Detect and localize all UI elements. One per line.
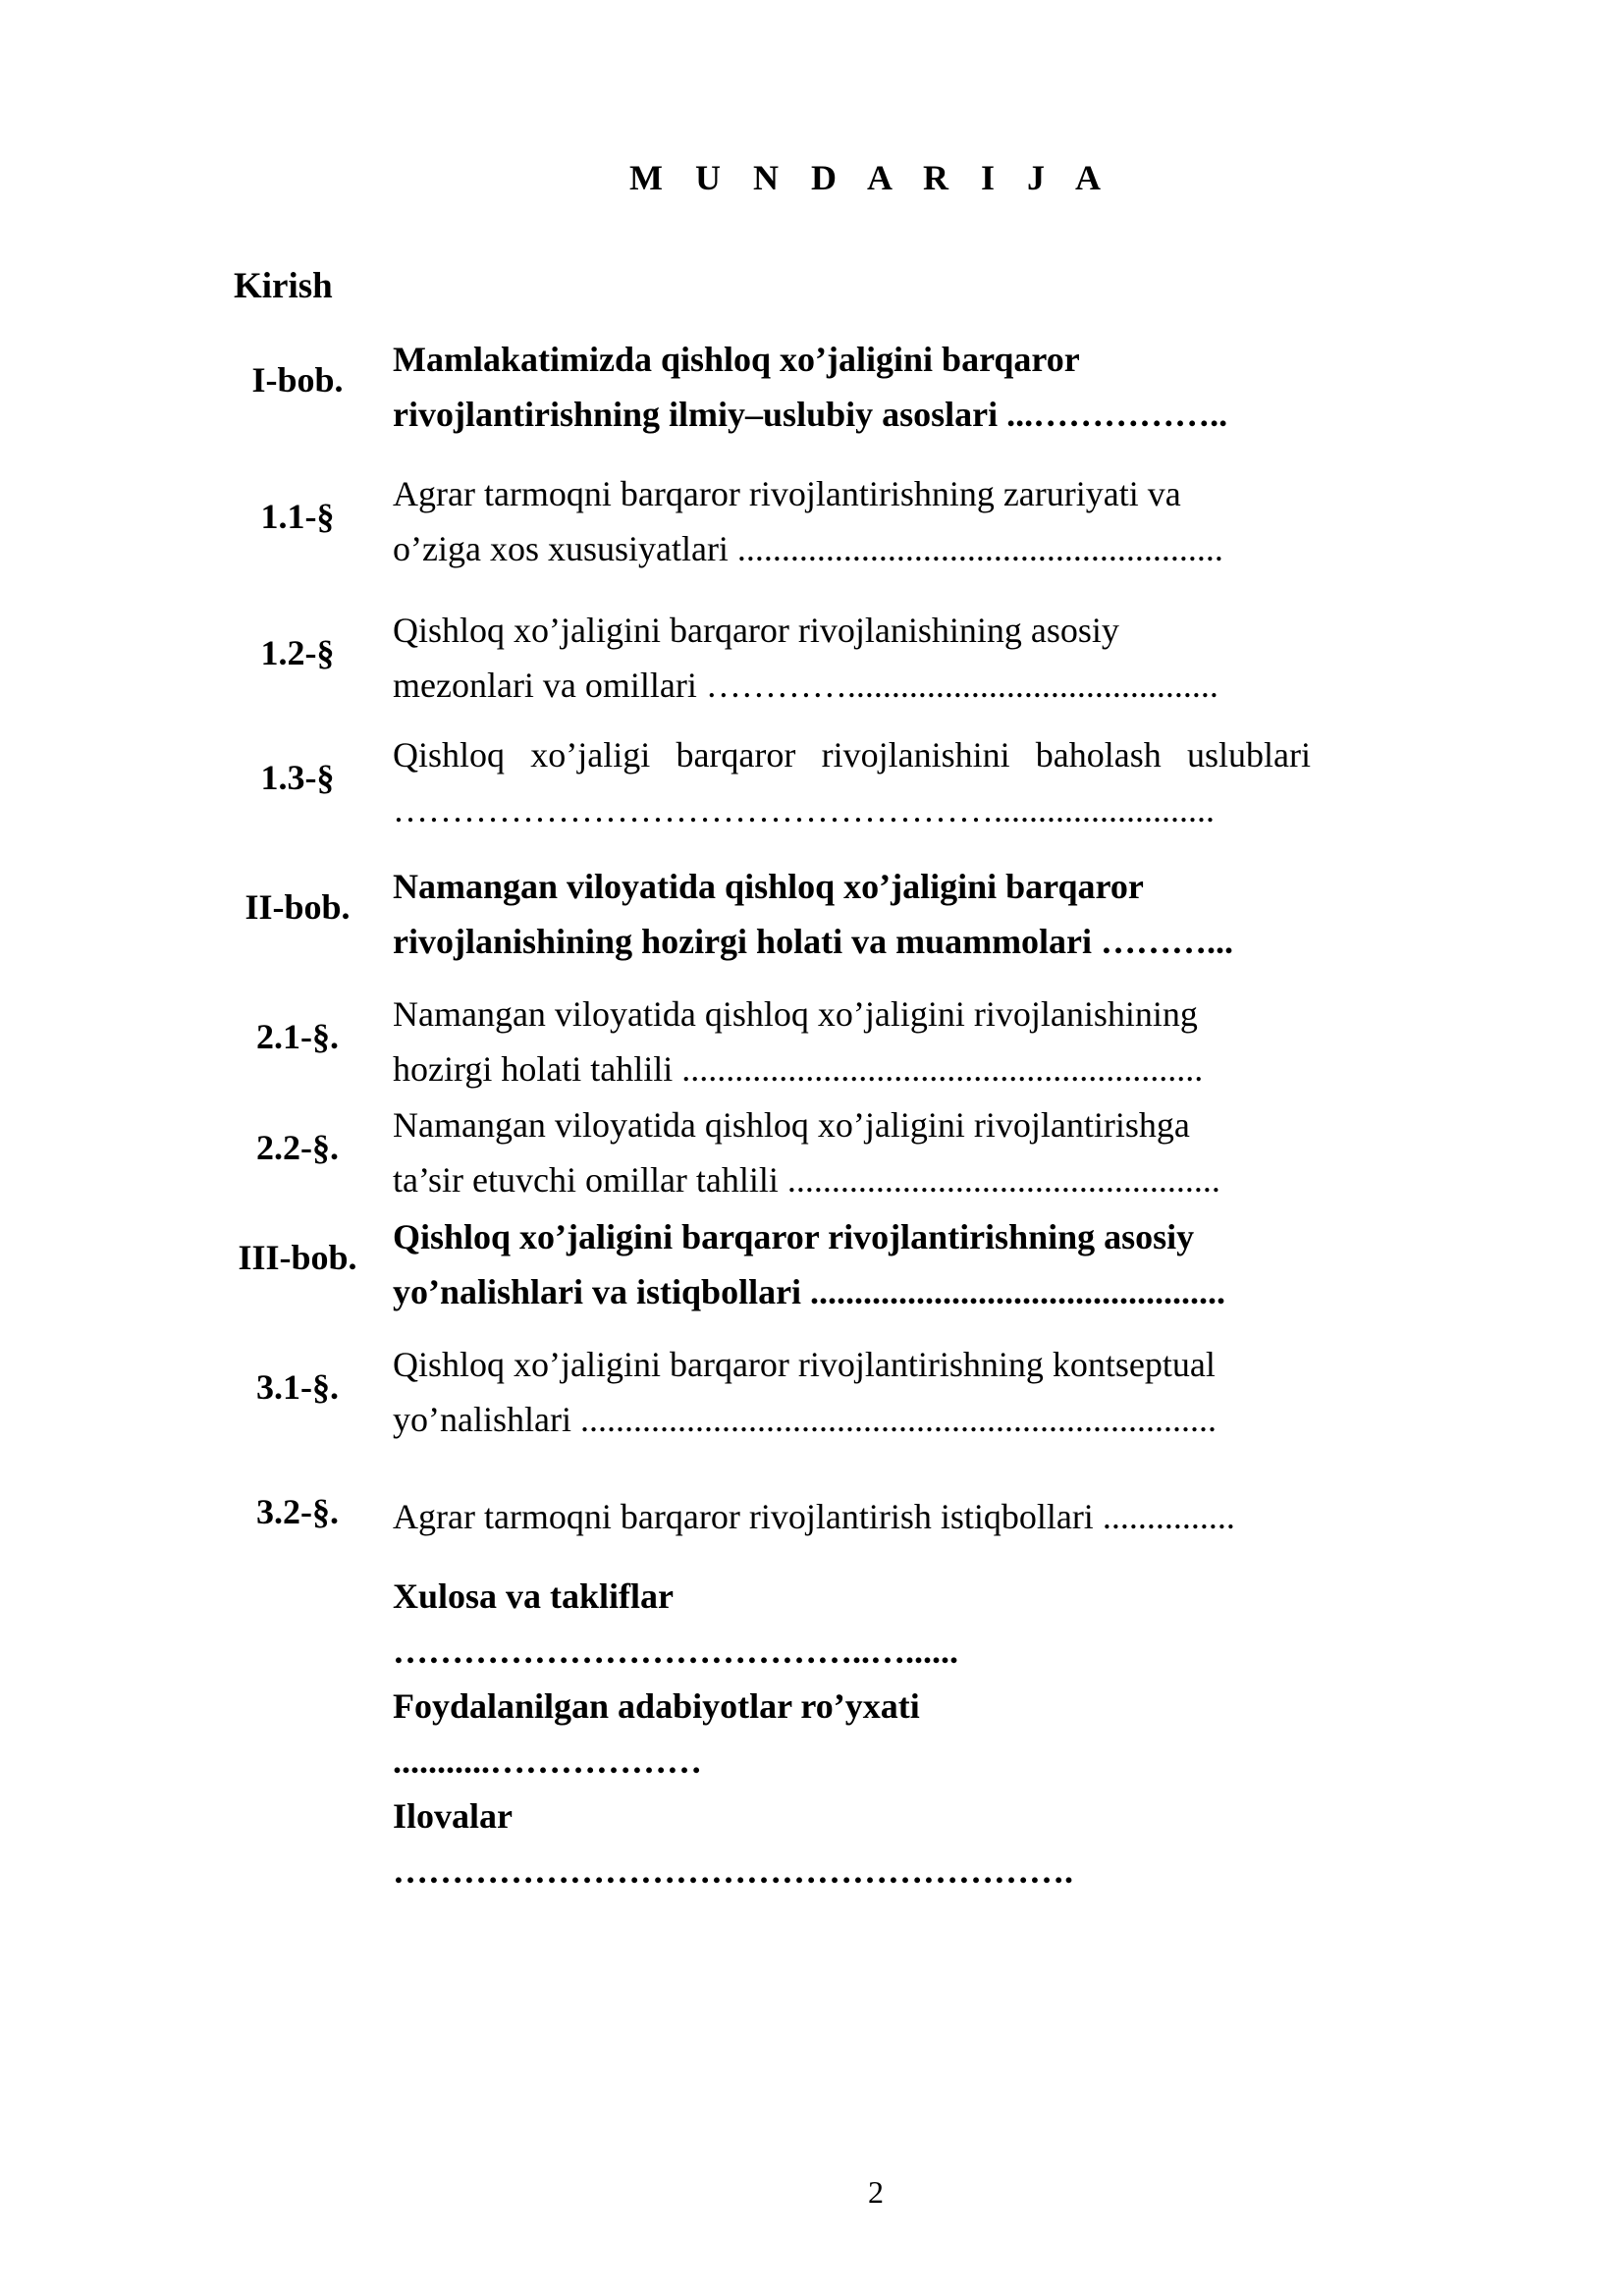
toc-entry-line: rivojlantirishning ilmiy–uslubiy asoslari ...…………….. [393,395,1228,434]
toc-entry-title [393,727,1311,837]
toc-entry-line: Qishloq xo’jaligini barqaror rivojlanishining asosiy [393,611,1119,650]
toc-entry-dots: …………………………………..…...... [393,1631,958,1671]
toc-entry-title [393,1209,1311,1319]
toc-entry-title [393,859,1311,969]
toc-entry-title [393,1489,1311,1544]
toc-entry-line: Mamlakatimizda qishloq xo’jaligini barqaror [393,340,1080,379]
toc-entry-line: Qishloq xo’jaligi barqaror rivojlanishini baholash uslublari [393,735,1311,774]
toc-entry-number: 1.1-§ [260,497,335,536]
toc-entry-number: II-bob. [244,887,351,927]
toc-entry-label: Xulosa va takliflar [393,1576,675,1616]
toc-entry-appendices [393,1789,1311,1898]
page-number: 2 [868,2174,884,2210]
toc-entry-line: yo’nalishlari va istiqbollari ............................................... [393,1272,1226,1311]
toc-entry-dots: …………………………………………………. [393,1851,1073,1891]
toc-entry-line: Qishloq xo’jaligini barqaror rivojlantirishning asosiy [393,1217,1195,1256]
toc-entry-line: Namangan viloyatida qishloq xo’jaligini rivojlanishining [393,994,1198,1034]
toc-entry-line: yo’nalishlari ........................................................................ [393,1400,1217,1439]
toc-entry-line: ta’sir etuvchi omillar tahlili ................................................. [393,1160,1220,1200]
toc-entry-number: I-bob. [251,360,344,400]
toc-entry-dots: ...........……………… [393,1741,702,1781]
toc-entry-number: 3.1-§. [256,1367,339,1407]
toc-entry-number: 2.2-§. [256,1128,339,1167]
toc-entry-line: rivojlanishining hozirgi holati va muammolari ………... [393,922,1234,961]
toc-entry-title [393,1097,1311,1207]
toc-entry-references [393,1679,1311,1789]
toc-entry-number: 1.2-§ [260,633,335,672]
toc-entry-line: Agrar tarmoqni barqaror rivojlantirishning zaruriyati va [393,474,1181,513]
toc-entry-line: Qishloq xo’jaligini barqaror rivojlantirishning kontseptual [393,1345,1216,1384]
toc-entry-line: mezonlari va omillari ………….......................................... [393,666,1218,705]
toc-entry-line: Namangan viloyatida qishloq xo’jaligini barqaror [393,867,1144,906]
toc-entry-label: Ilovalar [393,1796,513,1836]
toc-entry-title [393,466,1311,576]
toc-entry-number: 1.3-§ [260,758,335,797]
toc-entry-line: hozirgi holati tahlili ........................................................... [393,1049,1204,1089]
toc-entry-line: o’ziga xos xususiyatlari ....................................................... [393,529,1223,568]
toc-entry-label: Foydalanilgan adabiyotlar ro’yxati [393,1686,920,1726]
toc-entry-title [393,332,1311,442]
toc-entry-title [393,603,1311,713]
toc-entry-number: 2.1-§. [256,1017,339,1056]
toc-entry-number: 3.2-§. [256,1492,339,1531]
toc-entry-line: Agrar tarmoqni barqaror rivojlantirish istiqbollari ............... [393,1497,1235,1536]
toc-entry-title [393,1337,1311,1447]
toc-entry-line: Namangan viloyatida qishloq xo’jaligini rivojlantirishga [393,1105,1190,1145]
toc-entry-kirish: Kirish [234,266,333,306]
toc-entry-title [393,987,1311,1096]
toc-entry-conclusion [393,1569,1311,1679]
toc-entry-line: ……………………………………………......................... [393,790,1215,829]
page-title: M U N D A R I J A [628,158,1113,197]
toc-entry-number: III-bob. [238,1238,357,1277]
